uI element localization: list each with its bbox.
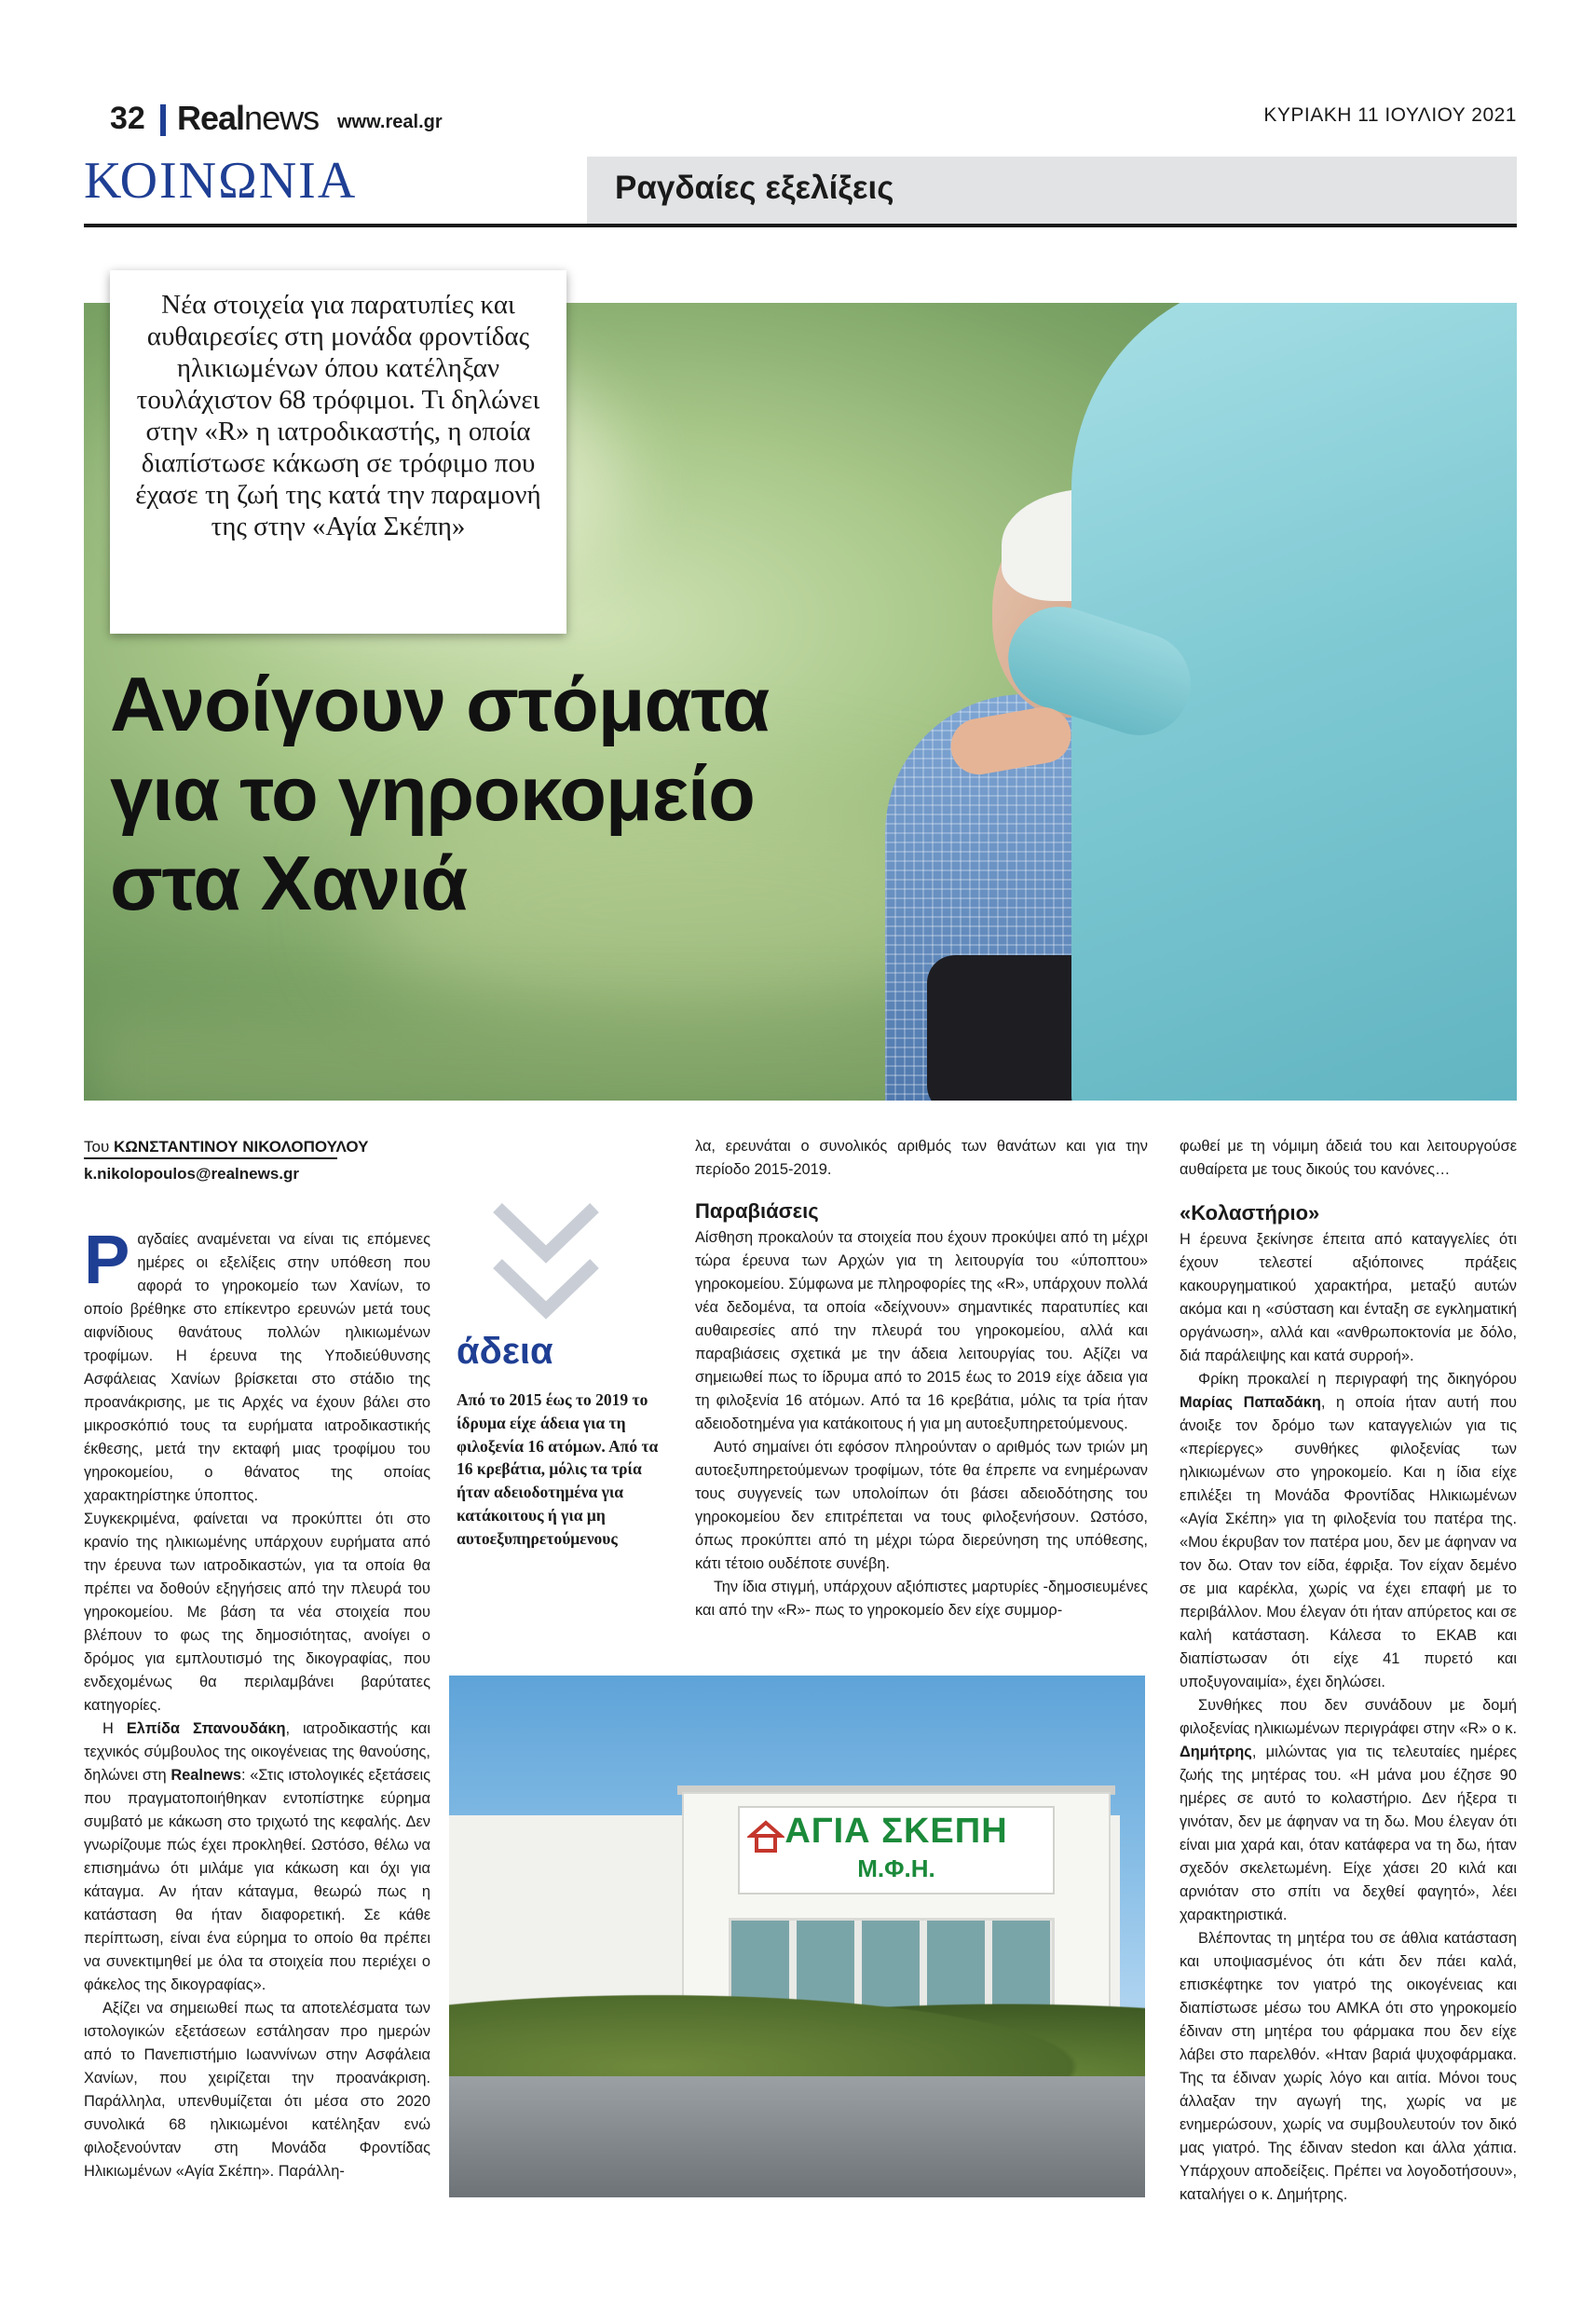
sidebar-text: Από το 2015 έως το 2019 το ίδρυμα είχε άδεια για τη φιλοξενία 16 ατόμων. Από τα 16 κρεβάτια, μόλις τα τρία ήταν αδειοδοτημένα για κατάκοιτους ή για μη αυτοεξυπηρετούμενους bbox=[457, 1390, 659, 1548]
brand-logo bbox=[177, 99, 319, 138]
brand-light: news bbox=[244, 99, 320, 137]
paragraph: Η έρευνα ξεκίνησε έπειτα από καταγγελίες ότι έχουν τελεστεί αξιόποινες πράξεις κακουργηματικού χαρακτήρα, μεταξύ αυτών ακόμα και η «σύσταση και ένταξη σε εγκληματική οργάνωση», αλλά και «ανθρωποκτονία με δόλο, διά παράλειψης και κατά συρροή». bbox=[1180, 1231, 1517, 1364]
byline-prefix: Του bbox=[84, 1138, 110, 1156]
paragraph bbox=[84, 1221, 430, 1508]
paragraph: λα, ερευνάται ο συνολικός αριθμός των θανάτων και για την περίοδο 2015-2019. bbox=[695, 1138, 1148, 1178]
brand-url: www.real.gr bbox=[337, 112, 443, 132]
driveway bbox=[449, 2076, 1145, 2197]
subheading: «Κολαστήριο» bbox=[1180, 1201, 1320, 1224]
building-sign bbox=[738, 1806, 1055, 1895]
subheading: Παραβιάσεις bbox=[695, 1199, 819, 1223]
sign-sub-text: Μ.Φ.Η. bbox=[857, 1854, 935, 1882]
paragraph: Αίσθηση προκαλούν τα στοιχεία που έχουν προκύψει από τη μέχρι τώρα έρευνα των Αρχών για τη λειτουργία του «ύποπτου» γηροκομείου. Σύμφωνα με πληροφορίες της «R», υπάρχουν πολλά νέα δεδομένα, τα οποία «δείχνουν» σημαντικές παρατυπίες και αυθαιρεσίες από την πλευρά του γηροκομείου, αλλά και παραβιάσεις σχετικά με την άδεια λειτουργίας του. Αξίζει να σημειωθεί πως το ίδρυμα από το 2015 έως το 2019 είχε άδεια για τη φιλοξενία 16 ατόμων. Από τα 16 κρεβάτια, μόλις τα τρία ήταν αδειοδοτημένα για κατάκοιτους ή για μη αυτοεξυπηρετούμενους. bbox=[695, 1229, 1149, 1432]
paragraph: Αξίζει να σημειωθεί πως τα αποτελέσματα των ιστολογικών εξετάσεων εστάλησαν προ ημερών από το Πανεπιστήμιο Ιωαννίνων στην Ασφάλεια Χανίων, που χειρίζεται την προανάκριση. Παράλληλα, υπενθυμίζεται ότι μέσα στο 2020 συνολικά 68 ηλικιωμένοι κατέληξαν ενώ φιλοξενούνταν στη Μονάδα Φροντίδας Ηλικιωμένων «Αγία Σκέπη». Παράλλη- bbox=[84, 2000, 430, 2180]
headline-line: στα Χανιά bbox=[110, 840, 468, 926]
article-column-1 bbox=[84, 1221, 430, 2183]
dropcap: Ρ bbox=[84, 1221, 130, 1298]
paragraph-text: , η οποία ήταν αυτή που άνοιξε τον δρόμο των καταγγελιών για τις «περίεργες» συνθήκες φιλοξενίας των ηλικιωμένων στο γηροκομείο. Και η ίδια είχε επιλέξει τη Μονάδα Φροντίδας Ηλικιωμένων «Αγία Σκέπη» για τη φιλοξενία του πατέρα της. «Μου έκρυβαν τον πατέρα μου, δεν με άφηναν να τον δω. Οταν τον είδα, έφριξα. Τον είχαν δεμένο σε μια καρέκλα, χωρίς να έχει επαφή με το περιβάλλον. Μου έλεγαν ότι ήταν απύρετος και σε καλή κατάσταση. Κάλεσα το ΕΚΑΒ και διαπίστωσαν ότι είχε 41 πυρετό και υποξυγοναιμία», έχει δηλώσει. bbox=[1180, 1394, 1517, 1690]
paragraph-text: , μιλώντας για τις τελευταίες ημέρες ζωής της μητέρας του. «Η μάνα μου έζησε 90 ημέρες σε αυτό το κολαστήριο. Δεν ήξερα τι γινόταν, δεν με άφηναν να τη δω. Μου έλεγαν ότι είναι μια χαρά και, όταν κατάφερα να τη δω, ήταν σχεδόν σκελετωμένη. Είχε χάσει 20 κιλά και αρνιόταν στο σπίτι να δεχθεί φαγητό», λέει χαρακτηριστικά. bbox=[1180, 1744, 1517, 1923]
standfirst-box bbox=[110, 270, 566, 634]
paragraph-text: αγδαίες αναμένεται να είναι τις επόμενες ημέρες οι εξελίξεις στην υπόθεση που αφορά το γηροκομείο των Χανίων, το οποίο βρέθηκε στο επίκεντρο ερευνών μετά τους αιφνίδιους θανάτους πολλών ηλικιωμένων τροφίμων. Η έρευνα της Υποδιεύθυνσης Ασφάλειας Χανίων βρίσκεται στο στάδιο της προανάκρισης, με τις Αρχές να έχουν βάλει στο μικροσκόπιό τους τα ευρήματα ιατροδικαστικής έκθεσης, μετά την εκταφή μιας τροφίμου του γηροκομείου, ο θάνατος της οποίας χαρακτηρίστηκε ύποπτος. bbox=[84, 1231, 430, 1504]
page-number: 32 bbox=[110, 101, 145, 136]
paragraph bbox=[84, 1717, 430, 1997]
byline-rule bbox=[84, 1157, 337, 1159]
paragraph: Την ίδια στιγμή, υπάρχουν αξιόπιστες μαρτυρίες -δημοσιευμένες και από την «R»- πως το γηροκομείο δεν είχε συμμορ- bbox=[695, 1579, 1148, 1619]
byline-author: ΚΩΝΣΤΑΝΤΙΝΟΥ ΝΙΚΟΛΟΠΟΥΛΟΥ bbox=[114, 1138, 369, 1156]
issue-date: ΚΥΡΙΑΚΗ 11 ΙΟΥΛΙΟΥ 2021 bbox=[1263, 104, 1517, 126]
masthead-divider bbox=[160, 104, 166, 136]
sidebar-title: άδεια bbox=[457, 1331, 553, 1372]
paragraph: φωθεί με τη νόμιμη άδειά του και λειτουργούσε αυθαίρετα με τους δικούς του κανόνες… bbox=[1180, 1138, 1517, 1178]
section-name: ΚΟΙΝΩΝΙΑ bbox=[84, 152, 358, 210]
chevron-down-icon bbox=[490, 1198, 602, 1329]
byline bbox=[84, 1138, 368, 1156]
paragraph-text: : «Στις ιστολογικές εξετάσεις που πραγματοποιήθηκαν εντοπίστηκε εύρημα συμβατό με κάκωση στο τριχωτό της κεφαλής. Δεν γνωρίζουμε πώς έχει προκληθεί. Ωστόσο, θέλω να επισημάνω ότι μιλάμε για κάκωση και όχι για κάταγμα. Αν ήταν κάταγμα, θεωρώ πως η κατάσταση θα ήταν διαφορετική. Σε κάθε περίπτωση, είναι ένα εύρημα το οποίο θα πρέπει να συνεκτιμηθεί με όλα τα στοιχεία που περιέχει ο φάκελος της δικογραφίας». bbox=[84, 1767, 430, 1993]
article-column-3 bbox=[1180, 1135, 1517, 2207]
person-name: Ελπίδα Σπανουδάκη bbox=[126, 1720, 286, 1737]
article-column-2 bbox=[695, 1135, 1148, 1622]
paragraph-text: Φρίκη προκαλεί η περιγραφή της δικηγόρου bbox=[1198, 1371, 1517, 1388]
paragraph bbox=[1180, 1694, 1517, 1927]
publication-name: Realnews bbox=[171, 1767, 241, 1784]
building-photo bbox=[449, 1676, 1145, 2197]
person-name: Μαρίας Παπαδάκη bbox=[1180, 1394, 1321, 1411]
paragraph-text: , ιατροδικαστής και τεχνικός σύμβουλος της οικογένειας της θανούσης, δηλώνει στη bbox=[84, 1720, 430, 1784]
byline-email[interactable]: k.nikolopoulos@realnews.gr bbox=[84, 1165, 300, 1183]
paragraph bbox=[1180, 1368, 1517, 1694]
paragraph: Βλέποντας τη μητέρα του σε άθλια κατάσταση και υποψιασμένος ότι κάτι δεν πάει καλά, επισκέφτηκε τον γιατρό της οικογένειας και διαπίστωσε μέσω του ΑΜΚΑ ότι στο γηροκομείο έδιναν στη μητέρα του φάρμακα που δεν είχε λάβει στο παρελθόν. «Ηταν βαριά ψυχοφάρμακα. Της τα έδιναν χωρίς λόγο και αιτία. Μόνοι τους άλλαξαν την αγωγή της, χωρίς να με ενημερώσουν, χωρίς να συμβουλευτούν τον δικό μας γιατρό. Της έδιναν stedon και άλλα χάπια. Υπάρχουν αποδείξεις. Πρέπει να λογοδοτήσουν», καταλήγει ο κ. Δημήτρης. bbox=[1180, 1930, 1517, 2203]
paragraph: Αυτό σημαίνει ότι εφόσον πληρούνταν ο αριθμός των τριών μη αυτοεξυπηρετούμενων τροφίμων, τότε θα έπρεπε να ενημέρωναν τους συγγενείς των υπολοίπων ότι βάσει αδειοδότησης του γηροκομείου δεν επιτρέπεται να τους φιλοξενήσουν. Ωστόσο, όπως προκύπτει από τη μέχρι τώρα διερεύνηση της υπόθεσης, κάτι τέτοιο ουδέποτε συνέβη. bbox=[695, 1439, 1148, 1572]
person-name: Δημήτρης bbox=[1180, 1744, 1252, 1760]
paragraph-text: Συνθήκες που δεν συνάδουν με δομή φιλοξενίας ηλικιωμένων περιγράφει στην «R» ο κ. bbox=[1180, 1697, 1517, 1737]
paragraph: Συγκεκριμένα, φαίνεται να προκύπτει ότι στο κρανίο της ηλικιωμένης υπάρχουν ευρήματα από την έρευνα των ιατροδικαστών, για τα οποία θα πρέπει να δοθούν εξηγήσεις από την πλευρά του γηροκομείου. Με βάση τα νέα στοιχεία που βλέπουν το φως της δημοσιότητας, ανοίγει ο δρόμος για εμπλουτισμό της δικογραφίας, που ενδεχομένως θα περιλαμβάνει βαρύτατες κατηγορίες. bbox=[84, 1511, 430, 1714]
standfirst-text: Νέα στοιχεία για παρατυπίες και αυθαιρεσίες στη μονάδα φροντίδας ηλικιωμένων όπου κατέληξαν τουλάχιστον 68 τρόφιμοι. Τι δηλώνει στην «R» η ιατροδικαστής, η οποία διαπίστωσε κάκωση σε τρόφιμο που έχασε τη ζωή της κατά την παραμονή της στην «Αγία Σκέπη» bbox=[135, 290, 541, 541]
headline-line: για το γηροκομείο bbox=[110, 750, 755, 837]
headline bbox=[110, 660, 948, 928]
headline-line: Ανοίγουν στόματα bbox=[110, 661, 770, 747]
brand-bold: Real bbox=[177, 99, 245, 137]
sign-main-text: ΑΓΙΑ ΣΚΕΠΗ bbox=[784, 1812, 1008, 1851]
house-logo-icon bbox=[747, 1817, 784, 1854]
section-rule bbox=[84, 224, 1517, 227]
paragraph-text: Η bbox=[102, 1720, 127, 1737]
kicker: Ραγδαίες εξελίξεις bbox=[615, 170, 894, 206]
